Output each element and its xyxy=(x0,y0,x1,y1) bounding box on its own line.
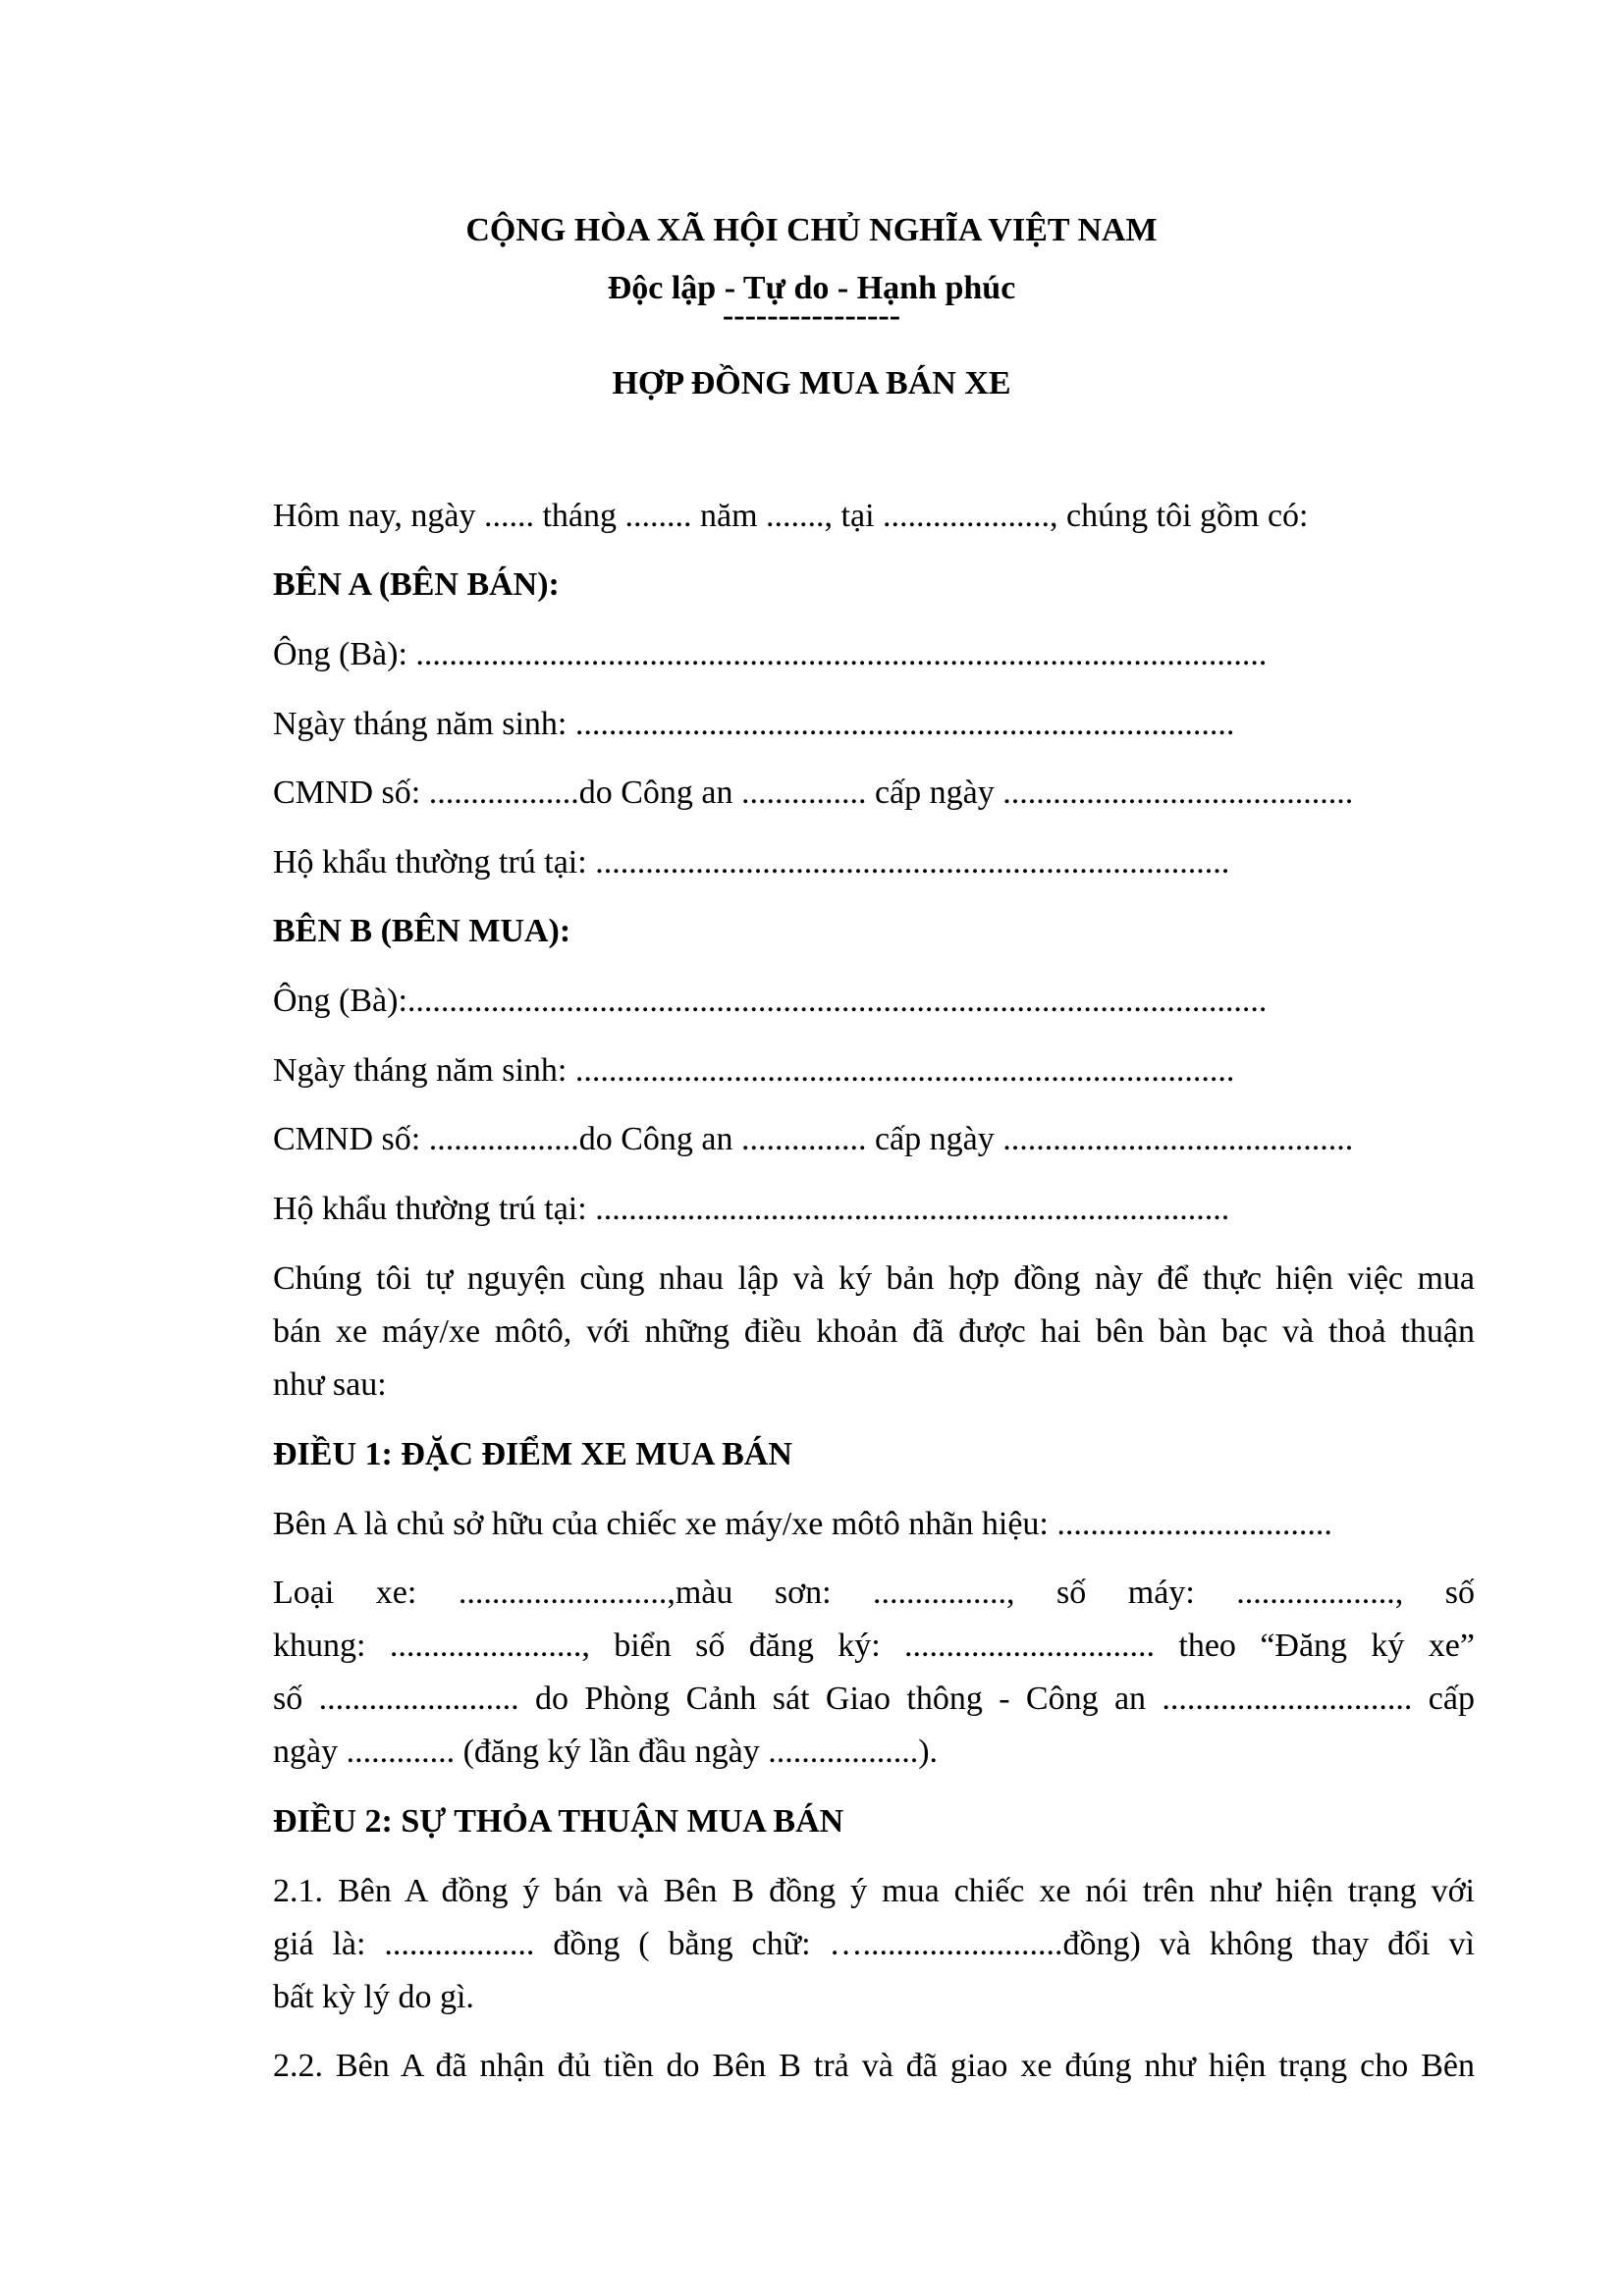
article-1-heading: ĐIỀU 1: ĐẶC ĐIỂM XE MUA BÁN xyxy=(273,1436,792,1472)
clause-line: 2.2. Bên A đã nhận đủ tiền do Bên B trả và đã giao xe đúng như hiện trạng cho Bên xyxy=(273,2048,1475,2084)
clause-line: 2.1. Bên A đồng ý bán và Bên B đồng ý mua chiếc xe nói trên như hiện trạng với xyxy=(273,1873,1475,1909)
clause-2-1 xyxy=(273,1865,1475,2024)
clause-2-2 xyxy=(273,2040,1475,2093)
clause-line: bất kỳ lý do gì. xyxy=(273,1979,474,2015)
agreement-line: bán xe máy/xe môtô, với những điều khoản đã được hai bên bàn bạc và thoả thuận xyxy=(273,1313,1475,1350)
party-a-dob: Ngày tháng năm sinh: ............................................................................... xyxy=(273,706,1235,742)
vehicle-detail-line: số ........................ do Phòng Cảnh sát Giao thông - Công an .............................. cấp xyxy=(273,1681,1475,1717)
document-title: HỢP ĐỒNG MUA BÁN XE xyxy=(612,365,1011,401)
vehicle-detail-line: ngày ............. (đăng ký lần đầu ngày ..................). xyxy=(273,1734,939,1770)
party-b-name: Ông (Bà):....................................................................................................... xyxy=(273,983,1268,1019)
party-a-address: Hộ khẩu thường trú tại: ............................................................................ xyxy=(273,844,1230,881)
party-a-name: Ông (Bà): ...................................................................................................... xyxy=(273,636,1268,672)
motto: Độc lập - Tự do - Hạnh phúc xyxy=(607,270,1016,306)
article-2-heading: ĐIỀU 2: SỰ THỎA THUẬN MUA BÁN xyxy=(273,1803,844,1840)
party-a-id: CMND số: ..................do Công an ............... cấp ngày .......................................... xyxy=(273,774,1354,811)
intro-line: Hôm nay, ngày ...... tháng ........ năm ......., tại ...................., chúng tôi gồm có: xyxy=(273,498,1309,534)
party-b-dob: Ngày tháng năm sinh: ............................................................................... xyxy=(273,1052,1235,1089)
party-b-id: CMND số: ..................do Công an ............... cấp ngày .......................................... xyxy=(273,1121,1354,1157)
agreement-line: Chúng tôi tự nguyện cùng nhau lập và ký bản hợp đồng này để thực hiện việc mua xyxy=(273,1260,1475,1297)
party-b-address: Hộ khẩu thường trú tại: ............................................................................ xyxy=(273,1191,1230,1227)
vehicle-detail-line: Loại xe: .........................,màu sơn: ................, số máy: ..................., số xyxy=(273,1575,1475,1611)
agreement-line: như sau: xyxy=(273,1366,387,1403)
header-separator: ---------------- xyxy=(722,297,901,334)
party-b-heading: BÊN B (BÊN MUA): xyxy=(273,913,571,949)
article-1-details xyxy=(273,1567,1475,1779)
vehicle-detail-line: khung: ......................., biển số đăng ký: .............................. theo “Đăng ký xe” xyxy=(273,1628,1475,1664)
article-1-owner: Bên A là chủ sở hữu của chiếc xe máy/xe môtô nhãn hiệu: ................................. xyxy=(273,1506,1332,1542)
national-title: CỘNG HÒA XÃ HỘI CHỦ NGHĨA VIỆT NAM xyxy=(465,212,1158,248)
clause-line: giá là: .................. đồng ( bằng chữ: …........................đồng) và không thay đổi vì xyxy=(273,1926,1475,1962)
agreement-paragraph xyxy=(273,1253,1475,1412)
party-a-heading: BÊN A (BÊN BÁN): xyxy=(273,566,560,603)
